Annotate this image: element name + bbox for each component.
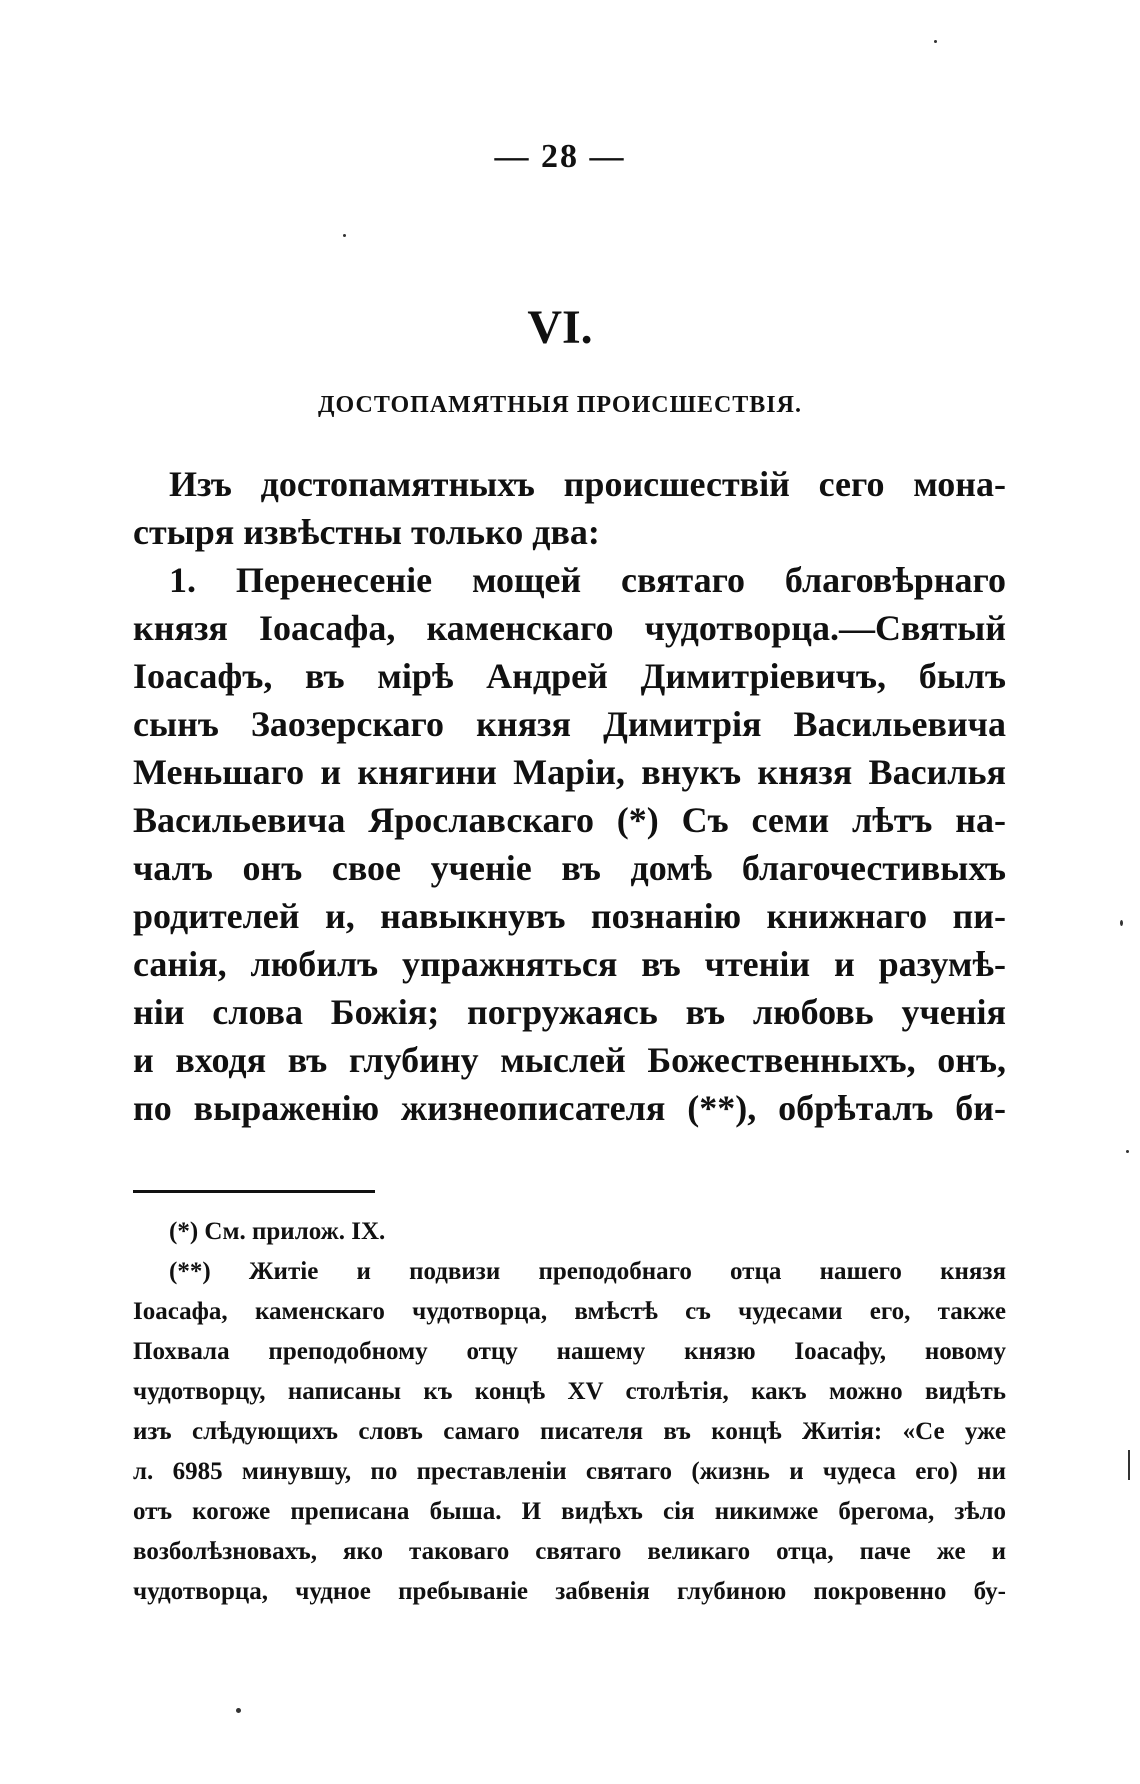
body-line: чалъ онъ свое ученіе въ домѣ благочестивыхъ — [133, 848, 1006, 888]
footnote-line: изъ слѣдующихъ словъ самаго писателя въ концѣ Житія: «Се уже — [133, 1418, 1006, 1445]
footnote-line: л. 6985 минувшу, по преставленіи святаго (жизнь и чудеса его) ни — [133, 1458, 1006, 1485]
body-text — [133, 460, 1006, 1132]
footnote-line: чудотворца, чудное пребываніе забвенія глубиною покровенно бу- — [133, 1578, 1006, 1605]
body-line: родителей и, навыкнувъ познанію книжнаго пи- — [133, 896, 1006, 936]
chapter-title: ДОСТОПАМЯТНЫЯ ПРОИСШЕСТВІЯ. — [318, 392, 802, 418]
body-line: и входя въ глубину мыслей Божественныхъ, онъ, — [133, 1040, 1006, 1080]
chapter-number: VI. — [527, 301, 593, 354]
scan-speck — [1128, 1450, 1130, 1480]
body-line: Меньшаго и княгини Маріи, внукъ князя Василья — [133, 752, 1006, 792]
body-line: сынъ Заозерскаго князя Димитрія Васильевича — [133, 704, 1006, 744]
footnotes — [133, 1212, 1006, 1612]
scan-speck — [236, 1708, 241, 1713]
footnote-line: (*) См. прилож. IX. — [169, 1218, 386, 1245]
scan-speck — [1126, 1150, 1129, 1153]
scan-speck — [343, 234, 346, 237]
footnote-line: отъ когоже преписана быша. И видѣхъ сія никимже брегома, зѣло — [133, 1498, 1006, 1525]
body-line: ніи слова Божія; погружаясь въ любовь ученія — [133, 992, 1006, 1032]
body-line: Іоасафъ, въ мірѣ Андрей Димитріевичъ, былъ — [133, 656, 1006, 696]
page-number: — 28 — — [494, 138, 626, 175]
body-line: Изъ достопамятныхъ происшествій сего мона- — [169, 464, 1006, 504]
scan-speck — [934, 40, 937, 43]
body-line: стыря извѣстны только два: — [133, 512, 600, 552]
footnote-divider — [133, 1190, 375, 1193]
scan-speck — [1120, 920, 1123, 926]
footnote-line: Іоасафа, каменскаго чудотворца, вмѣстѣ съ чудесами его, также — [133, 1298, 1006, 1325]
body-line: Васильевича Ярославскаго (*) Съ семи лѣтъ на- — [133, 800, 1006, 840]
footnote-line: Похвала преподобному отцу нашему князю Іоасафу, новому — [133, 1338, 1006, 1365]
body-line: санія, любилъ упражняться въ чтеніи и разумѣ- — [133, 944, 1006, 984]
body-line: по выраженію жизнеописателя (**), обрѣталъ би- — [133, 1088, 1006, 1128]
footnote-line: возболѣзновахъ, яко таковаго святаго великаго отца, паче же и — [133, 1538, 1006, 1565]
footnote-line: (**) Житіе и подвизи преподобнаго отца нашего князя — [169, 1258, 1006, 1285]
body-line: 1. Перенесеніе мощей святаго благовѣрнаго — [169, 560, 1006, 600]
body-line: князя Іоасафа, каменскаго чудотворца.—Святый — [133, 608, 1006, 648]
footnote-line: чудотворцу, написаны къ концѣ XV столѣтія, какъ можно видѣть — [133, 1378, 1006, 1405]
